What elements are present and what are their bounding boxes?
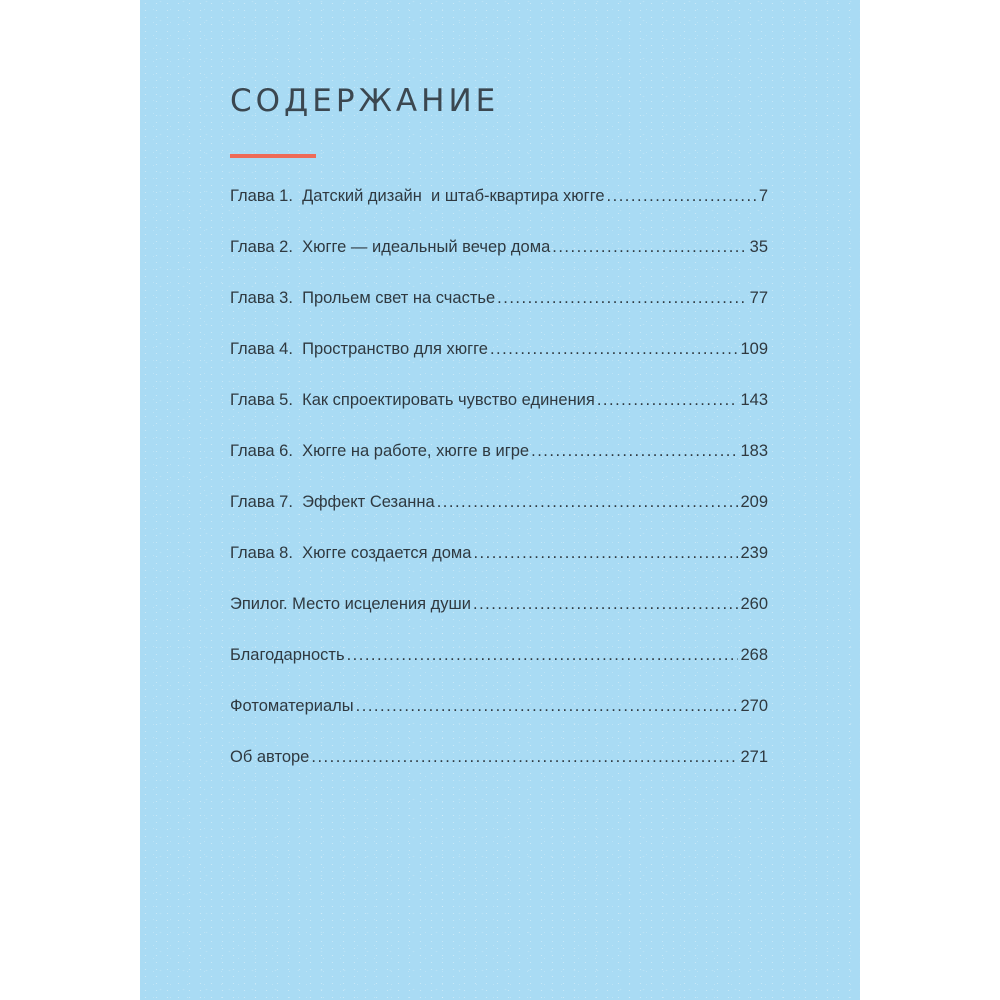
toc-dot-leader bbox=[347, 646, 739, 665]
toc-entry-label: Глава 3. Прольем свет на счастье bbox=[230, 289, 496, 307]
toc-entry-label: Эпилог. Место исцеления души bbox=[230, 595, 472, 613]
toc-entry-label: Глава 7. Эффект Сезанна bbox=[230, 493, 435, 511]
toc-dot-leader bbox=[597, 391, 739, 410]
toc-page-number: 268 bbox=[740, 646, 768, 664]
toc-entry-about-author bbox=[230, 748, 768, 799]
toc-page-number: 183 bbox=[740, 442, 768, 460]
toc-entry-label: Глава 4. Пространство для хюгге bbox=[230, 340, 488, 358]
toc-dot-leader bbox=[552, 238, 747, 257]
toc-page-number: 77 bbox=[749, 289, 768, 307]
toc-entry-label: Фотоматериалы bbox=[230, 697, 354, 715]
toc-dot-leader bbox=[531, 442, 738, 461]
toc-entry-epilogue bbox=[230, 595, 768, 646]
toc-page-number: 260 bbox=[740, 595, 768, 613]
toc-page-number: 35 bbox=[749, 238, 768, 256]
toc-entry-label: Глава 1. Датский дизайн и штаб-квартира хюгге bbox=[230, 187, 605, 205]
toc-entry-5 bbox=[230, 391, 768, 442]
table-of-contents bbox=[230, 187, 768, 799]
toc-entry-6 bbox=[230, 442, 768, 493]
toc-dot-leader bbox=[497, 289, 747, 308]
toc-dot-leader bbox=[607, 187, 757, 206]
toc-entry-8 bbox=[230, 544, 768, 595]
toc-page-number: 270 bbox=[740, 697, 768, 715]
toc-entry-1 bbox=[230, 187, 768, 238]
toc-entry-4 bbox=[230, 340, 768, 391]
toc-dot-leader bbox=[473, 595, 738, 614]
toc-page-number: 239 bbox=[740, 544, 768, 562]
toc-page-number: 7 bbox=[758, 187, 768, 205]
toc-dot-leader bbox=[473, 544, 738, 563]
toc-dot-leader bbox=[311, 748, 738, 767]
toc-entry-label: Об авторе bbox=[230, 748, 310, 766]
toc-page-number: 271 bbox=[740, 748, 768, 766]
toc-entry-label: Глава 5. Как спроектировать чувство единения bbox=[230, 391, 595, 409]
toc-entry-3 bbox=[230, 289, 768, 340]
toc-entry-label: Благодарность bbox=[230, 646, 345, 664]
toc-dot-leader bbox=[437, 493, 739, 512]
toc-page-number: 109 bbox=[740, 340, 768, 358]
toc-entry-2 bbox=[230, 238, 768, 289]
title-underline-rule bbox=[230, 154, 316, 158]
toc-entry-acknowledgements bbox=[230, 646, 768, 697]
toc-entry-photo-credits bbox=[230, 697, 768, 748]
toc-entry-label: Глава 2. Хюгге — идеальный вечер дома bbox=[230, 238, 551, 256]
toc-dot-leader bbox=[490, 340, 739, 359]
toc-entry-label: Глава 8. Хюгге создается дома bbox=[230, 544, 472, 562]
toc-dot-leader bbox=[356, 697, 739, 716]
page-title: СОДЕРЖАНИЕ bbox=[230, 83, 500, 119]
toc-page-number: 143 bbox=[740, 391, 768, 409]
toc-entry-label: Глава 6. Хюгге на работе, хюгге в игре bbox=[230, 442, 530, 460]
book-page bbox=[140, 0, 860, 1000]
toc-page-number: 209 bbox=[740, 493, 768, 511]
toc-entry-7 bbox=[230, 493, 768, 544]
